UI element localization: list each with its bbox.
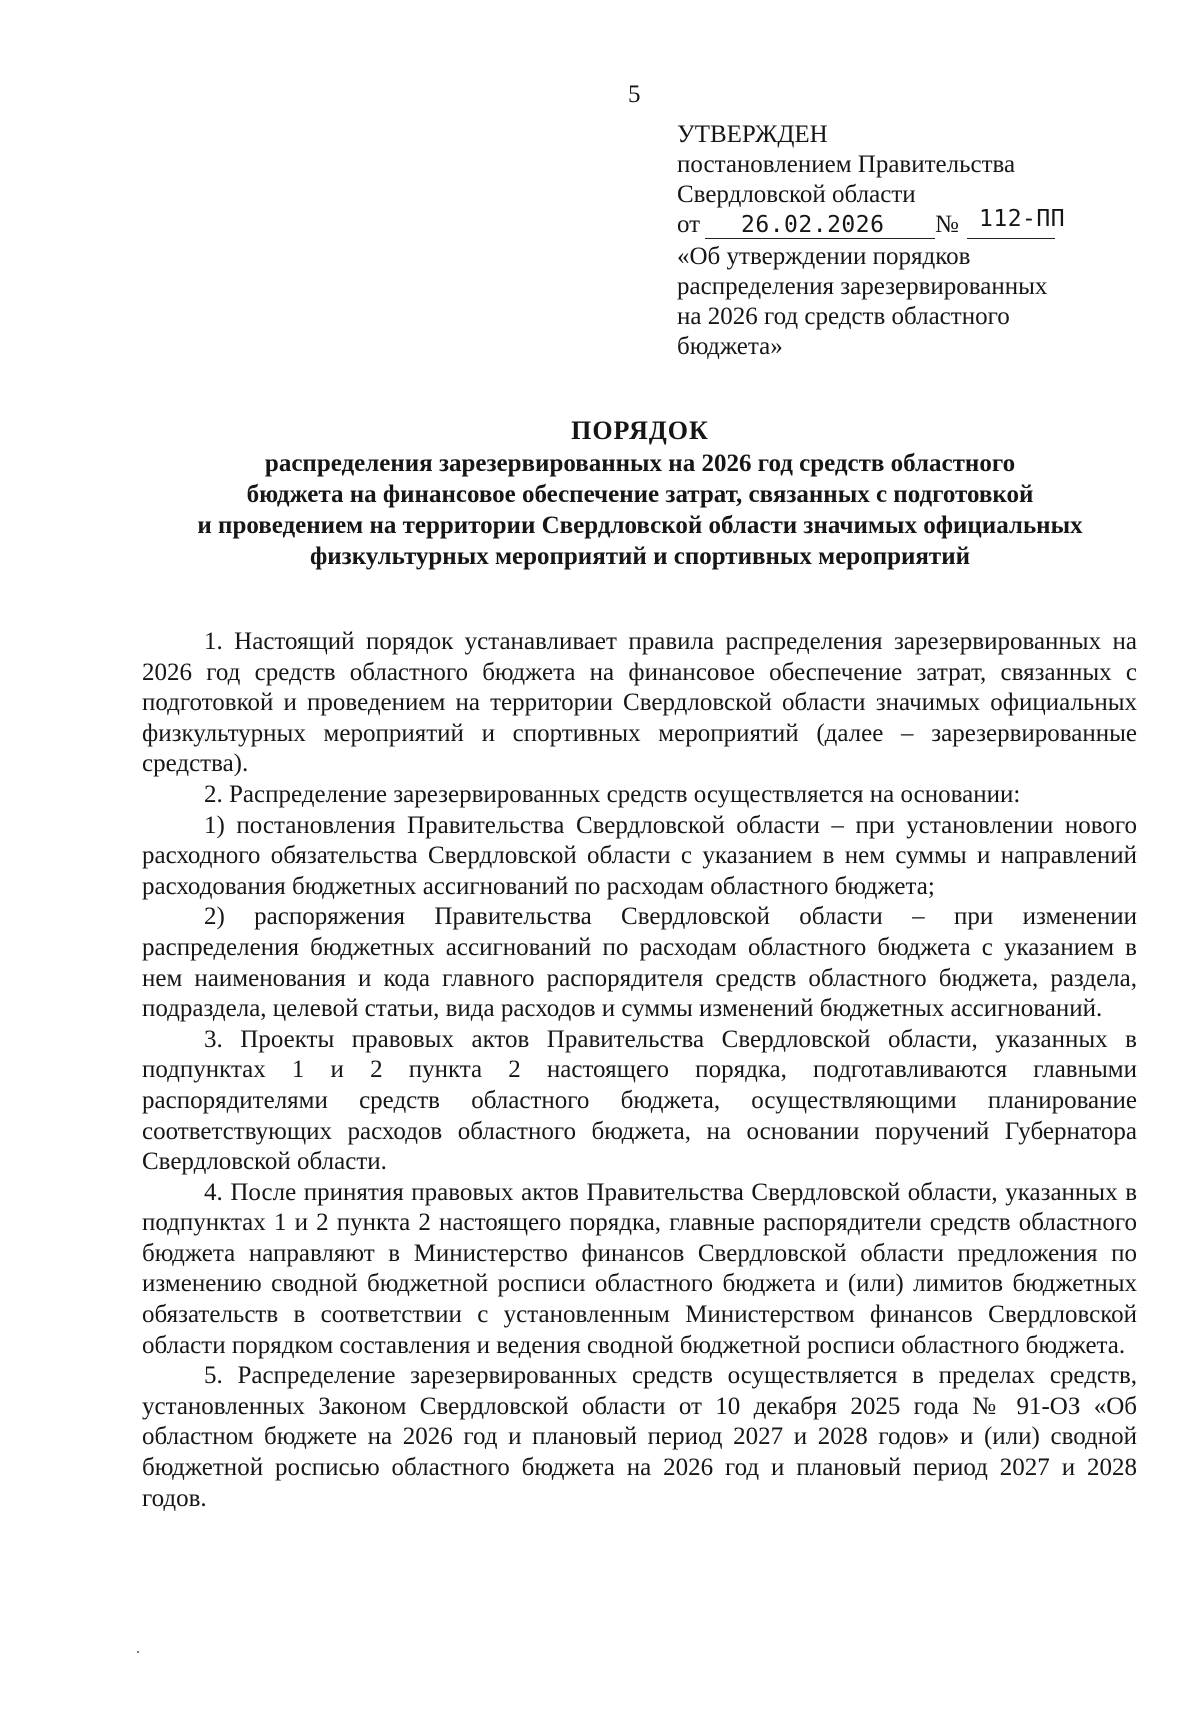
paragraph-5: 5. Распределение зарезервированных средств осуществляется в пределах средств, установленных Законом Свердловской области от 10 декабря 2025 года № 91-ОЗ «Об областном бюджете на 2026 год и плановый период 2027 и 2028 годов» и (или) сводной бюджетной росписью областного бюджета на 2026 год и плановый период 2027 и 2028 годов.: [142, 1362, 1137, 1512]
approval-quote-line-1: «Об утверждении порядков: [677, 243, 971, 270]
approval-quote-line-2: распределения зарезервированных: [677, 273, 1048, 300]
title-line-3: и проведением на территории Свердловской области значимых официальных: [197, 512, 1083, 539]
paragraph-1: 1. Настоящий порядок устанавливает правила распределения зарезервированных на 2026 год средств областного бюджета на финансовое обеспечение затрат, связанных с подготовкой и проведением на территории Свердловской области значимых официальных физкультурных мероприятий и спортивных мероприятий (далее – зарезервированные средства).: [142, 628, 1137, 778]
paragraph-3: 3. Проекты правовых актов Правительства Свердловской области, указанных в подпунктах 1 и 2 пункта 2 настоящего порядка, подготавливаются главными распорядителями средств областного бюджета, осуществляющими планирование соответствующих расходов областного бюджета, на основании поручений Губернатора Свердловской области.: [142, 1025, 1137, 1176]
document-body: [142, 627, 1137, 1514]
title-main: ПОРЯДОК: [571, 416, 709, 445]
approval-quote-line-4: бюджета»: [677, 333, 783, 360]
number-prefix: №: [935, 211, 959, 238]
paragraph-2-subitem-2: 2) распоряжения Правительства Свердловской области – при изменении распределения бюджетных ассигнований по расходам областного бюджета с указанием в нем наименования и кода главного распорядителя средств областного бюджета, раздела, подраздела, целевой статьи, вида расходов и суммы изменений бюджетных ассигнований.: [142, 903, 1137, 1023]
title-line-2: бюджета на финансовое обеспечение затрат, связанных с подготовкой: [246, 481, 1034, 508]
scan-speck: [137, 1651, 139, 1653]
approval-date: 26.02.2026: [741, 212, 885, 238]
approval-date-number-line: [677, 206, 1107, 242]
title-line-1: распределения зарезервированных на 2026 год средств областного: [264, 450, 1016, 477]
title-line-4: физкультурных мероприятий и спортивных мероприятий: [309, 543, 971, 570]
page-number: 5: [628, 81, 641, 108]
approval-quote-line-3: на 2026 год средств областного: [677, 303, 1010, 330]
number-underline: [967, 238, 1055, 239]
approval-number: 112-ПП: [979, 206, 1066, 232]
paragraph-2: 2. Распределение зарезервированных средств осуществляется на основании:: [204, 780, 1021, 808]
approval-block: [677, 120, 1107, 362]
document-title: [140, 415, 1140, 572]
paragraph-2-subitem-1: 1) постановления Правительства Свердловской области – при установлении нового расходного обязательства Свердловской области с указанием в нем суммы и направлений расходования бюджетных ассигнований по расходам областного бюджета;: [142, 811, 1137, 900]
paragraph-4: 4. После принятия правовых актов Правительства Свердловской области, указанных в подпунктах 1 и 2 пункта 2 настоящего порядка, главные распорядители средств областного бюджета направляют в Министерство финансов Свердловской области предложения по изменению сводной бюджетной росписи областного бюджета и (или) лимитов бюджетных обязательств в соответствии с установленным Министерством финансов Свердловской области порядком составления и ведения сводной бюджетной росписи областного бюджета.: [142, 1178, 1137, 1359]
date-prefix: от: [677, 211, 701, 238]
approval-line-2: Свердловской области: [677, 181, 916, 208]
approval-heading: УТВЕРЖДЕН: [677, 121, 828, 148]
approval-line-1: постановлением Правительства: [677, 151, 1016, 178]
